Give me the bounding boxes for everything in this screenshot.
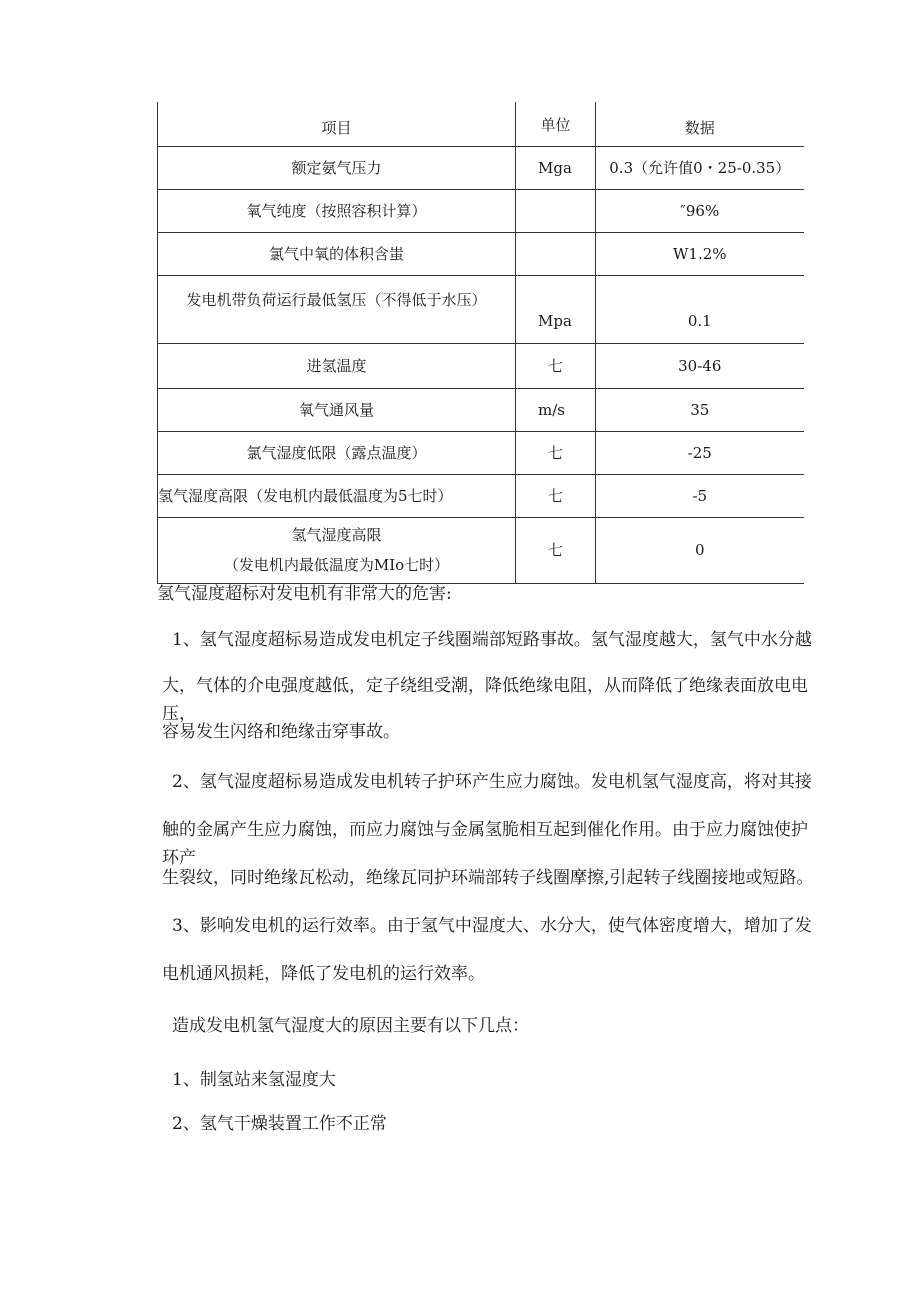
row-value: ″96% — [596, 189, 804, 232]
table-row — [158, 474, 804, 517]
table-row — [158, 189, 804, 232]
table-row — [158, 431, 804, 474]
row-value: 35 — [596, 388, 804, 431]
causes-intro: 造成发电机氢气湿度大的原因主要有以下几点： — [172, 1016, 529, 1036]
row-item: 氯气湿度低限（露点温度） — [158, 431, 516, 474]
header-data: 数据 — [596, 102, 804, 146]
row-value: 0 — [596, 517, 804, 583]
paragraph-line: 大，气体的介电强度越低，定子绕组受潮，降低绝缘电阻，从而降低了绝缘表面放电电压， — [162, 676, 808, 724]
row-unit: Mpa — [516, 275, 596, 343]
row-item: 氧气通风量 — [158, 388, 516, 431]
header-item: 项目 — [158, 102, 516, 146]
row-item: 进氢温度 — [158, 343, 516, 388]
row-unit — [516, 189, 596, 232]
table-row — [158, 232, 804, 275]
row-item: 额定氨气压力 — [158, 146, 516, 189]
row-value: 0.1 — [596, 275, 804, 343]
row-unit: 七 — [516, 343, 596, 388]
row-unit: Mga — [516, 146, 596, 189]
row-value: 30-46 — [596, 343, 804, 388]
paragraph-line: 电机通风损耗，降低了发电机的运行效率。 — [162, 964, 485, 984]
row-unit — [516, 232, 596, 275]
row-item: 氯气中氧的体积含蚩 — [158, 232, 516, 275]
row-unit: m/s — [516, 388, 596, 431]
paragraph-line: 容易发生闪络和绝缘击穿事故。 — [162, 722, 400, 742]
paragraph-line: 1、氢气湿度超标易造成发电机定子线圈端部短路事故。氢气湿度越大，氢气中水分越 — [172, 630, 812, 650]
row-value: -5 — [596, 474, 804, 517]
cause-item: 1、制氢站来氢湿度大 — [172, 1070, 336, 1090]
row-item-line: （发电机内最低温度为MIo七时） — [223, 556, 450, 574]
row-value: W1.2% — [596, 232, 804, 275]
cause-item: 2、氢气干燥装置工作不正常 — [172, 1114, 387, 1134]
table-row — [158, 275, 804, 343]
paragraph-line: 2、氢气湿度超标易造成发电机转子护环产生应力腐蚀。发电机氢气湿度高，将对其接 — [172, 772, 812, 792]
paragraph-line: 生裂纹，同时绝缘瓦松动，绝缘瓦同护环端部转子线圈摩擦,引起转子线圈接地或短路。 — [162, 868, 814, 888]
header-unit: 单位 — [516, 102, 596, 146]
row-unit: 七 — [516, 474, 596, 517]
row-unit: 七 — [516, 517, 596, 583]
hydrogen-spec-table — [157, 102, 804, 584]
row-value: 0.3（允许值0・25-0.35） — [596, 146, 804, 189]
spec-table-wrapper — [157, 102, 803, 584]
row-item: 发电机带负荷运行最低氢压（不得低于水压） — [158, 275, 516, 343]
table-row — [158, 343, 804, 388]
row-unit: 七 — [516, 431, 596, 474]
table-row — [158, 388, 804, 431]
row-item — [158, 517, 516, 583]
paragraph-line: 触的金属产生应力腐蚀，而应力腐蚀与金属氢脆相互起到催化作用。由于应力腐蚀使护环产 — [162, 820, 808, 868]
harm-intro: 氢气湿度超标对发电机有非常大的危害: — [157, 584, 452, 604]
row-value: -25 — [596, 431, 804, 474]
table-row — [158, 517, 804, 583]
table-row — [158, 146, 804, 189]
table-header-row — [158, 102, 804, 146]
row-item: 氢气湿度高限（发电机内最低温度为5七时） — [158, 474, 516, 517]
row-item-line: 氢气湿度高限 — [291, 526, 382, 544]
row-item: 氧气纯度（按照容积计算） — [158, 189, 516, 232]
paragraph-line: 3、影响发电机的运行效率。由于氢气中湿度大、水分大，使气体密度增大，增加了发 — [172, 916, 812, 936]
